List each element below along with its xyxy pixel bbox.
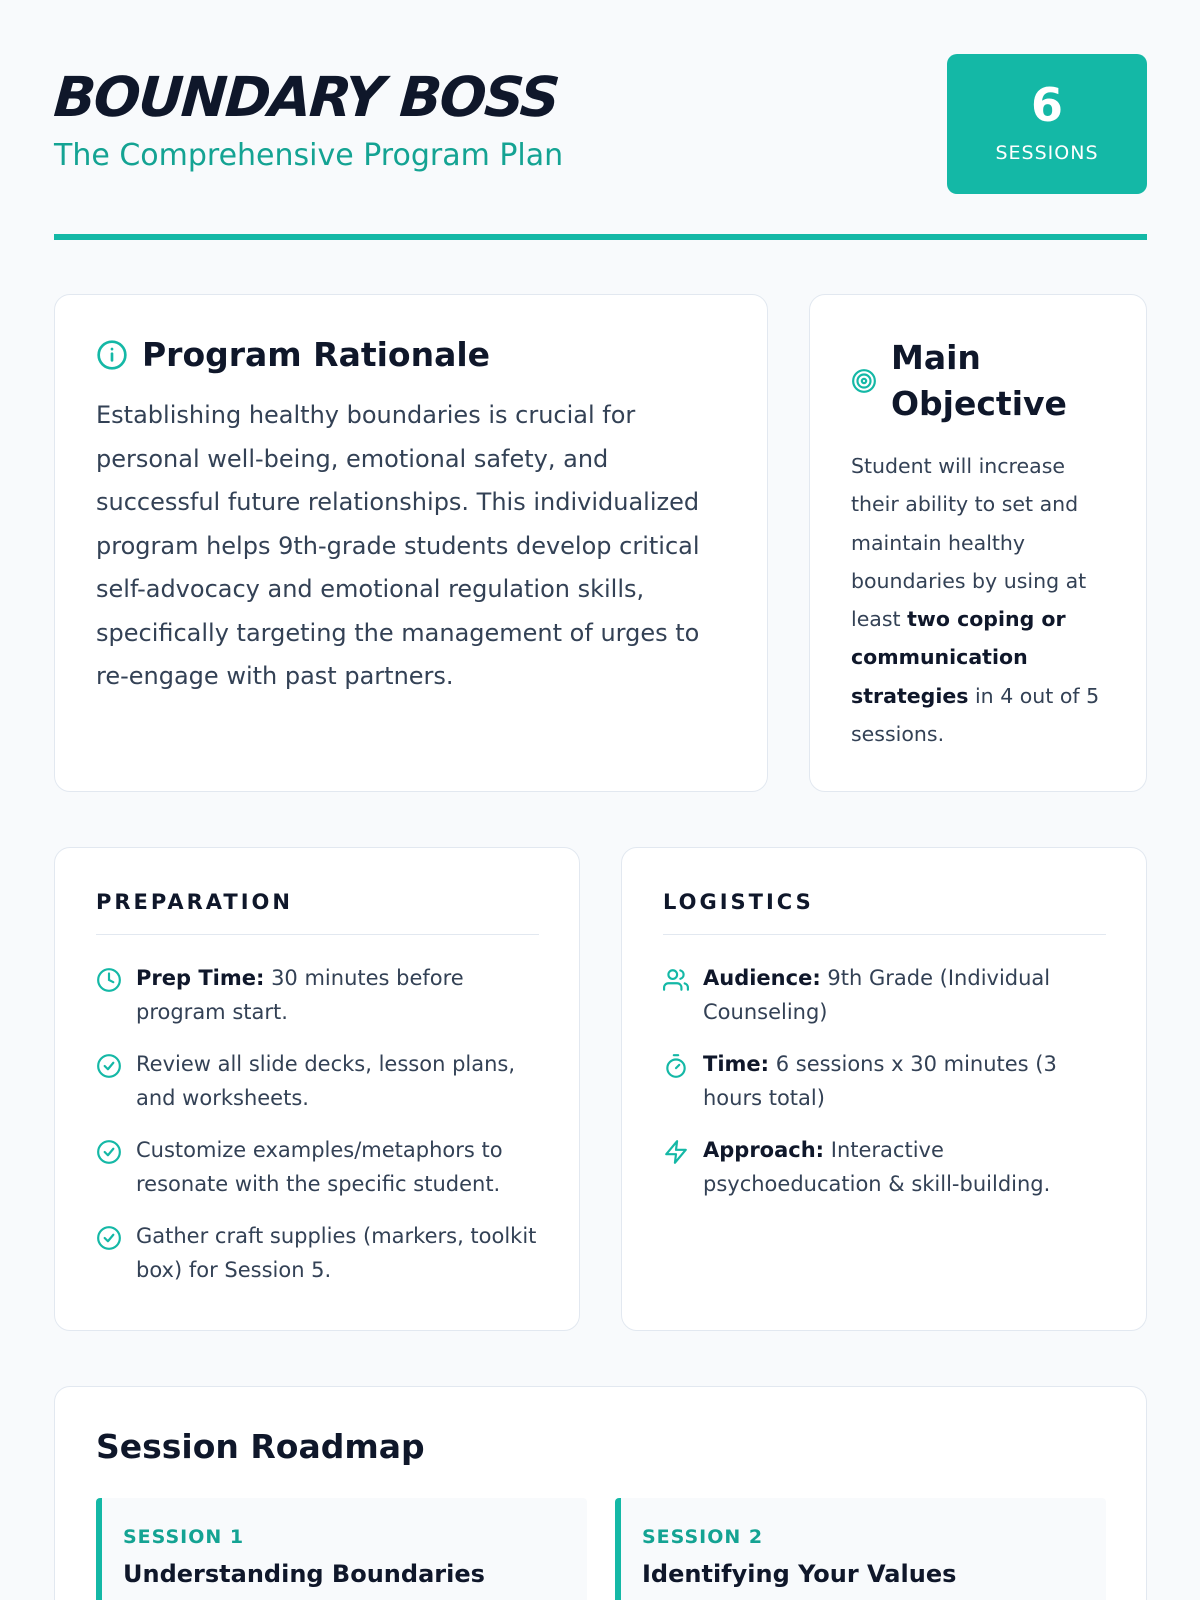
list-item-body: 6 sessions x 30 minutes (3 hours total): [703, 1052, 1057, 1110]
list-item-body: 9th Grade (Individual Counseling): [703, 966, 1051, 1024]
list-item-bold: Approach:: [703, 1138, 825, 1162]
list-item-body: 30 minutes before program start.: [136, 966, 464, 1024]
rationale-heading: [96, 335, 727, 374]
rationale-text: Establishing healthy boundaries is crucial for personal well-being, emotional safety, and successful future relationships. This individualized program helps 9th-grade students develop critical self-advocacy and emotional regulation skills, specifically targeting the management of urges to re-engage with past partners.: [96, 401, 700, 690]
list-item-text: [703, 961, 1106, 1029]
list-item-text: [703, 1047, 1106, 1115]
logistics-card: [621, 847, 1147, 1331]
timer-icon: [663, 1053, 689, 1079]
list-item-bold: Time:: [703, 1052, 770, 1076]
session-card: [96, 1498, 587, 1600]
roadmap-card: [54, 1386, 1147, 1600]
users-icon: [663, 967, 689, 993]
list-item-text: [703, 1133, 1106, 1201]
logistics-list: [663, 961, 1106, 1201]
session-name: Understanding Boundaries: [123, 1560, 485, 1588]
objective-card: [809, 294, 1147, 792]
check-circle-icon: [96, 1053, 122, 1079]
objective-text: [851, 447, 1106, 753]
session-card: [615, 1498, 1106, 1600]
info-circle-icon: [96, 339, 128, 371]
list-item: [96, 1219, 539, 1287]
list-item-bold: Prep Time:: [136, 966, 265, 990]
lightning-icon: [663, 1139, 689, 1165]
session-number: SESSION 2: [642, 1526, 764, 1548]
sessions-label: SESSIONS: [995, 142, 1099, 164]
session-name: Identifying Your Values: [642, 1560, 957, 1588]
check-circle-icon: [96, 1139, 122, 1165]
objective-text-start: Student will increase their ability to set and maintain healthy boundaries by using at least: [851, 454, 1087, 632]
preparation-label: PREPARATION: [96, 890, 539, 935]
preparation-card: [54, 847, 580, 1331]
logistics-label: LOGISTICS: [663, 890, 1106, 935]
list-item-text: Customize examples/metaphors to resonate with the specific student.: [136, 1138, 503, 1196]
program-subtitle: The Comprehensive Program Plan: [54, 138, 564, 173]
list-item-text: Gather craft supplies (markers, toolkit box) for Session 5.: [136, 1224, 537, 1282]
list-item-text: [136, 961, 539, 1029]
rationale-title: Program Rationale: [142, 335, 491, 374]
target-icon: [851, 368, 877, 394]
header-divider: [54, 234, 1147, 240]
page-header: [51, 54, 1147, 194]
list-item-bold: Audience:: [703, 966, 821, 990]
list-item: [96, 1047, 539, 1115]
objective-heading: [851, 335, 1106, 427]
sessions-count: 6: [1030, 78, 1063, 132]
roadmap-title: Session Roadmap: [96, 1427, 425, 1466]
check-circle-icon: [96, 1225, 122, 1251]
clock-icon: [96, 967, 122, 993]
program-title: BOUNDARY BOSS: [51, 65, 561, 129]
list-item: [663, 1133, 1106, 1201]
sessions-badge: [947, 54, 1147, 194]
rationale-card: [54, 294, 768, 792]
list-item: [96, 961, 539, 1029]
session-number: SESSION 1: [123, 1526, 245, 1548]
list-item: [663, 961, 1106, 1029]
preparation-list: [96, 961, 539, 1287]
list-item-text: Review all slide decks, lesson plans, and worksheets.: [136, 1052, 516, 1110]
objective-text-emphasis: two coping or communication strategies: [851, 607, 1066, 708]
session-grid: [96, 1498, 1106, 1600]
list-item: [663, 1047, 1106, 1115]
list-item: [96, 1133, 539, 1201]
objective-text-end: in 4 out of 5 sessions.: [851, 683, 1100, 747]
objective-title: Main Objective: [891, 338, 1067, 423]
list-item-body: Interactive psychoeducation & skill-building.: [703, 1138, 1051, 1196]
